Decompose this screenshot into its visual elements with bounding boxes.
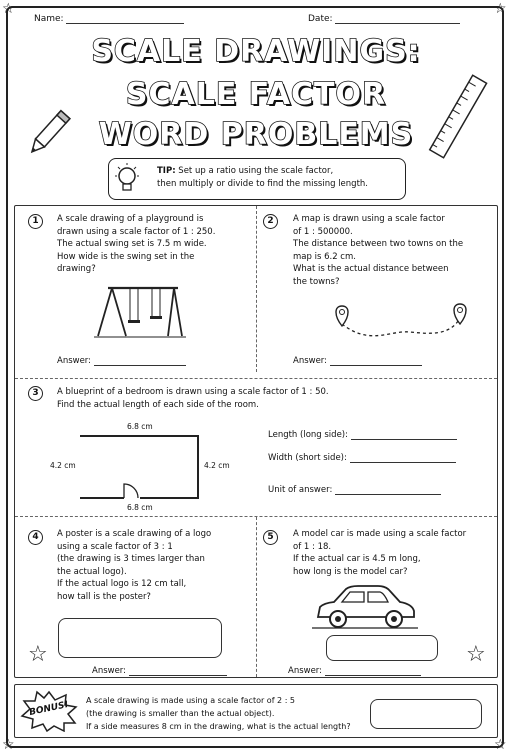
pencil-icon [22,106,74,162]
tip-line-1: Set up a ratio using the scale factor, [178,166,334,176]
tip-line-2: then multiply or divide to find the missing length. [157,179,368,189]
left-measure: 4.2 cm [50,461,76,470]
answer-line[interactable] [94,365,186,366]
divider [15,378,497,379]
problem-number: 3 [28,386,43,401]
answer-line[interactable] [351,439,457,440]
date-label: Date: [308,14,333,24]
length-field[interactable]: Length (long side): [268,430,457,440]
answer-line[interactable] [330,365,422,366]
lightbulb-icon [113,162,141,196]
date-field[interactable] [308,14,460,24]
problem-number: 5 [263,530,278,545]
answer-row-1[interactable]: Answer: [57,356,186,366]
divider [256,517,257,677]
tip-box [108,158,406,200]
star-icon: ☆ [2,1,15,17]
problem-number: 1 [28,214,43,229]
answer-row-2[interactable]: Answer: [293,356,422,366]
problem-2-text: A map is drawn using a scale factor of 1 : 500000. The distance between two towns on the map is 6.2 cm. What is the actual distance between the towns? [293,214,464,287]
problem-1-text: A scale drawing of a playground is drawn using a scale factor of 1 : 250. The actual swing set is 7.5 m wide. How wide is the swing set in the drawing? [57,214,216,274]
date-line[interactable] [335,23,460,24]
problem-3-text: A blueprint of a bedroom is drawn using a scale factor of 1 : 50. Find the actual length of each side of the room. [57,387,329,410]
unit-field[interactable]: Unit of answer: [268,485,441,495]
answer-line[interactable] [325,675,421,676]
answer-line[interactable] [350,462,456,463]
answer-row-4[interactable]: Answer: [92,666,227,676]
answer-line[interactable] [335,494,441,495]
problem-number: 4 [28,530,43,545]
swing-set-icon [94,282,186,340]
star-icon: ☆ [494,1,507,17]
divider [256,206,257,372]
problem-4-text: A poster is a scale drawing of a logo using a scale factor of 3 : 1 (the drawing is 3 times larger than the actual logo). If the actual logo is 12 cm tall, how tall is the poster? [57,529,212,602]
top-measure: 6.8 cm [127,422,153,431]
car-icon [312,583,418,631]
problem-number: 2 [263,214,278,229]
width-field[interactable]: Width (short side): [268,453,456,463]
bonus-badge: BONUS! [28,699,70,719]
title-line-3: WORD PROBLEMS [98,117,414,152]
problem-5-text: A model car is made using a scale factor of 1 : 18. If the actual car is 4.5 m long, how long is the model car? [293,529,467,577]
star-icon: ☆ [494,737,507,753]
answer-line[interactable] [129,675,227,676]
answer-row-5[interactable]: Answer: [288,666,421,676]
right-measure: 4.2 cm [204,461,230,470]
name-field[interactable] [34,14,184,24]
name-label: Name: [34,14,64,24]
smiling-star-icon: ☆ [28,642,48,667]
bottom-measure: 6.8 cm [127,503,153,512]
bonus-answer-box[interactable] [370,699,482,729]
work-box[interactable] [326,635,438,661]
room-blueprint [78,434,200,500]
bonus-text: A scale drawing is made using a scale factor of 2 : 5 (the drawing is smaller than the actual object). If a side measures 8 cm in the drawing, what is the actual length? [86,696,351,731]
map-route-icon [330,302,472,344]
tip-label: TIP: [157,166,176,176]
work-box[interactable] [58,618,222,658]
ruler-icon [428,74,490,160]
smiling-star-icon: ☆ [466,642,486,667]
name-line[interactable] [66,23,184,24]
star-icon: ☆ [2,737,15,753]
title-line-2: SCALE FACTOR [125,77,387,112]
title-line-1: SCALE DRAWINGS: [91,34,421,69]
